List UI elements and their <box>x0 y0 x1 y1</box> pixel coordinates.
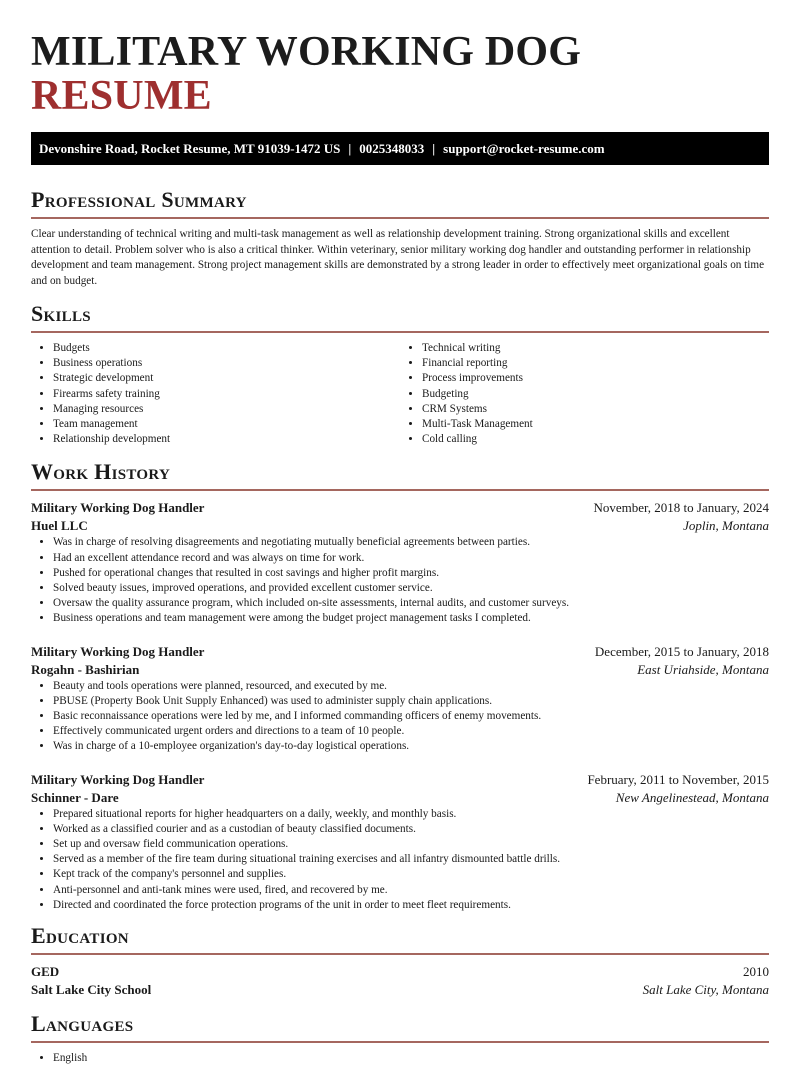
skills-list-left <box>31 341 400 447</box>
job-role: Military Working Dog Handler <box>31 500 205 516</box>
skill-item: • Budgeting <box>422 387 769 402</box>
skill-item: • Technical writing <box>422 341 769 356</box>
job-bullet: • Set up and oversaw field communication operations. <box>53 837 769 852</box>
job-location: East Uriahside, Montana <box>637 661 769 677</box>
job-bullet-list <box>31 679 769 755</box>
education-school: Salt Lake City School <box>31 982 152 998</box>
skill-item: • Financial reporting <box>422 356 769 371</box>
job-bullet: • Worked as a classified courier and as a custodian of beauty classified documents. <box>53 822 769 837</box>
skill-item: • Process improvements <box>422 371 769 386</box>
job-company: Rogahn - Bashirian <box>31 661 140 677</box>
summary-heading: Professional Summary <box>31 187 247 212</box>
job-role: Military Working Dog Handler <box>31 643 205 659</box>
skill-item: • CRM Systems <box>422 402 769 417</box>
skill-item: • Strategic development <box>53 371 400 386</box>
job-bullet: • Had an excellent attendance record and was always on time for work. <box>53 551 769 566</box>
job-bullet: • Solved beauty issues, improved operations, and provided excellent customer service. <box>53 581 769 596</box>
languages-heading: Languages <box>31 1011 134 1037</box>
languages-list <box>31 1051 769 1066</box>
job-company-row <box>31 517 769 535</box>
job-bullet: • Prepared situational reports for higher headquarters on a daily, weekly, and monthly basis. <box>53 807 769 822</box>
language-item: • English <box>53 1051 769 1066</box>
job-dates: February, 2011 to November, 2015 <box>587 771 769 787</box>
skill-item: • Managing resources <box>53 402 400 417</box>
job-bullet: • Pushed for operational changes that resulted in cost savings and higher profit margins. <box>53 566 769 581</box>
job-bullet: • Was in charge of resolving disagreements and negotiating mutually beneficial agreements between parties. <box>53 535 769 550</box>
job-location: New Angelinestead, Montana <box>615 789 769 805</box>
section-divider <box>31 217 769 219</box>
job-header-row <box>31 771 769 789</box>
languages-section <box>31 1011 769 1066</box>
work-heading: Work History <box>31 459 171 485</box>
skill-item: • Business operations <box>53 356 400 371</box>
summary-text: Clear understanding of technical writing and multi-task management as well as relationship development training. Strong organizational skills and excellent attention to detail. Problem solver who is also a critical thinker. Within veterinary, senior military working dog handler and outstanding performer in relationship development and team management. Strong project management skills are demonstrated by a strong leader in order to effectively meet organizational goals on time and on budget. <box>31 228 765 287</box>
job-company-row <box>31 661 769 679</box>
job-bullet: • Oversaw the quality assurance program, which included on-site assessments, internal audits, and customer surveys. <box>53 596 769 611</box>
job-location: Joplin, Montana <box>683 518 769 534</box>
skills-heading: Skills <box>31 301 91 326</box>
section-divider <box>31 489 769 491</box>
job-dates: November, 2018 to January, 2024 <box>593 500 769 516</box>
job-bullet: • Directed and coordinated the force protection programs of the unit in order to meet fleet requirements. <box>53 898 769 913</box>
skill-item: • Firearms safety training <box>53 387 400 402</box>
work-section <box>31 459 769 913</box>
job-bullet: • Was in charge of a 10-employee organization's day-to-day logistical operations. <box>53 739 769 754</box>
job-bullet: • PBUSE (Property Book Unit Supply Enhanced) was used to administer supply chain applications. <box>53 694 769 709</box>
job-company: Schinner - Dare <box>31 789 119 805</box>
education-row-degree <box>31 963 769 981</box>
job-header-row <box>31 643 769 661</box>
title-main: MILITARY WORKING DOG <box>31 29 582 75</box>
job-bullet: • Basic reconnaissance operations were led by me, and I informed commanding officers of enemy movements. <box>53 709 769 724</box>
skills-list-right <box>400 341 769 447</box>
section-divider <box>31 331 769 333</box>
section-divider <box>31 953 769 955</box>
section-divider <box>31 1041 769 1043</box>
job-company: Huel LLC <box>31 518 88 534</box>
job-bullet: • Served as a member of the fire team during situational training exercises and all infantry dismounted battle drills. <box>53 852 769 867</box>
skills-columns <box>31 341 769 447</box>
job-role: Military Working Dog Handler <box>31 771 205 787</box>
job-bullet-list <box>31 807 769 913</box>
skills-section <box>31 301 769 447</box>
skills-column-left <box>31 341 400 447</box>
education-heading: Education <box>31 923 129 949</box>
contact-address: Devonshire Road, Rocket Resume, MT 91039-1472 US <box>39 141 341 156</box>
contact-bar <box>31 132 769 165</box>
education-location: Salt Lake City, Montana <box>642 982 769 998</box>
skill-item: • Budgets <box>53 341 400 356</box>
job-bullet-list <box>31 535 769 626</box>
contact-email[interactable]: support@rocket-resume.com <box>443 141 605 156</box>
job-list <box>31 499 769 913</box>
summary-section <box>31 187 769 289</box>
job-company-row <box>31 789 769 807</box>
skill-item: • Team management <box>53 417 400 432</box>
job-bullet: • Business operations and team management were among the budget project management tasks I completed. <box>53 611 769 626</box>
resume-title <box>31 0 769 118</box>
skills-column-right <box>400 341 769 447</box>
job-header-row <box>31 499 769 517</box>
job-bullet: • Anti-personnel and anti-tank mines were used, fired, and recovered by me. <box>53 883 769 898</box>
contact-phone: 0025348033 <box>359 141 425 156</box>
job-entry <box>31 771 769 913</box>
contact-separator: | <box>432 141 436 156</box>
job-bullet: • Effectively communicated urgent orders and directions to a team of 10 people. <box>53 724 769 739</box>
skill-item: • Cold calling <box>422 432 769 447</box>
education-section <box>31 923 769 999</box>
education-row-school <box>31 981 769 999</box>
contact-separator: | <box>348 141 352 156</box>
education-year: 2010 <box>743 964 769 980</box>
job-bullet: • Beauty and tools operations were planned, resourced, and executed by me. <box>53 679 769 694</box>
job-entry <box>31 499 769 626</box>
title-accent: RESUME <box>31 73 212 119</box>
skill-item: • Multi-Task Management <box>422 417 769 432</box>
job-dates: December, 2015 to January, 2018 <box>594 643 769 659</box>
skill-item: • Relationship development <box>53 432 400 447</box>
education-degree: GED <box>31 964 60 980</box>
job-bullet: • Kept track of the company's personnel and supplies. <box>53 867 769 882</box>
job-entry <box>31 643 769 755</box>
